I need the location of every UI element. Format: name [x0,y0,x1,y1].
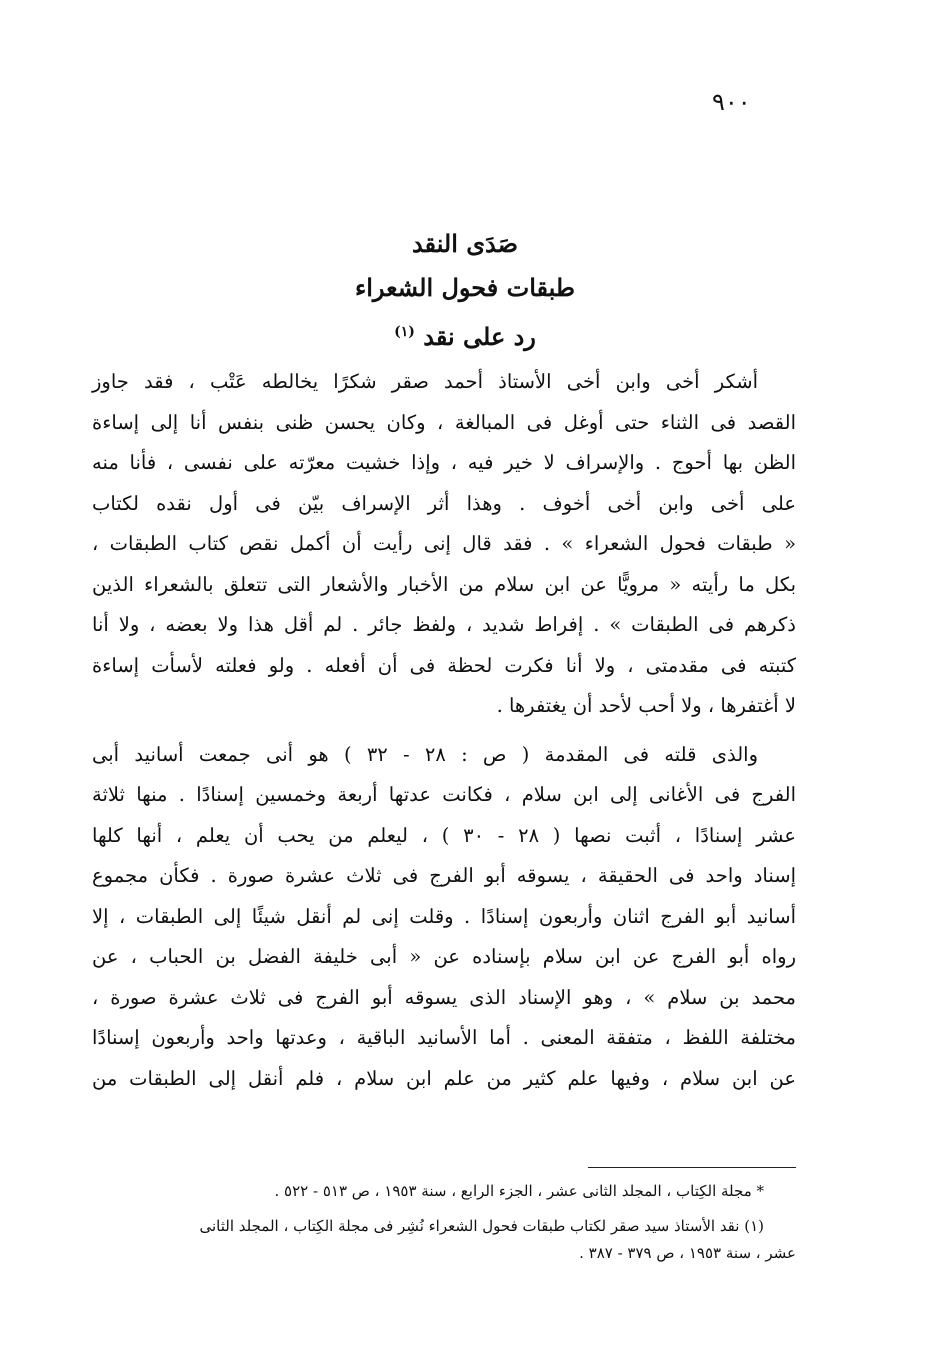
text-line: على أخى وابن أخى أخوف . وهذا أثر الإسراف بيّن فى أول نقده لكتاب [92,491,796,515]
text-line: بكل ما رأيته « مرويًّا عن ابن سلام من الأخبار والأشعار التى تتعلق بالشعراء الذين [92,572,796,596]
text-line: الفرج فى الأغانى إلى ابن سلام ، فكانت عدتها أربعة وخمسين إسنادًا . منها ثلاثة [92,783,796,806]
section-heading: صَدَى النقد [411,229,519,258]
paragraph-1 [92,362,796,727]
footnote-star: * مجلة الكِتاب ، المجلد الثانى عشر ، الجزء الرابع ، سنة ١٩٥٣ ، ص ٥١٣ - ٥٢٢ . [274,1182,764,1200]
page-number: ٩٠٠ [712,88,751,116]
subtitle-text: رد على نقد [423,322,536,351]
text-line: عشر إسنادًا ، أثبت نصها ( ٢٨ - ٣٠ ) ، ليعلم من يحب أن يعلم ، أنها كلها [92,823,796,847]
footnote-ref-1: (١) [394,324,415,340]
article-subtitle [0,310,930,359]
text-line: محمد بن سلام » ، وهو الإسناد الذى يسوقه أبو الفرج فى ثلاث عشرة صورة ، [92,985,796,1009]
article-body [92,362,796,1099]
footnote-divider [588,1167,796,1168]
text-line: كتبته فى مقدمتى ، ولا أنا فكرت لحظة فى أن أفعله . ولو فعلته لأسأت إساءة [92,653,796,677]
footnote-1: (١) نقد الأستاذ سيد صقر لكتاب طبقات فحول الشعراء نُشِر فى مجلة الكِتاب ، المجلد الثانى [199,1217,764,1235]
text-line: عن ابن سلام ، وفيها علم كثير من علم ابن سلام ، فلم أنقل إلى الطبقات من [92,1066,796,1090]
text-line: الظن بها أحوج . والإسراف لا خير فيه ، وإذا خشيت معرّته على نفسى ، فأنا منه [92,451,796,474]
footnotes [92,1178,796,1267]
text-line: رواه أبو الفرج عن ابن سلام بإسناده عن « أبى خليفة الفضل بن الحباب ، عن [92,945,796,968]
text-line: لا أغتفرها ، ولا أحب لأحد أن يغتفرها . [496,694,796,717]
paragraph-2 [92,735,796,1100]
article-headings [0,222,930,359]
text-line: « طبقات فحول الشعراء » . فقد قال إنى رأيت أن أكمل نقص كتاب الطبقات ، [92,532,796,555]
text-line: القصد فى الثناء حتى أوغل فى المبالغة ، وكان يحسن ظنى بنفس أنا إلى إساءة [92,410,796,434]
text-line: أسانيد أبو الفرج اثنان وأربعون إسنادًا . وقلت إنى لم أنقل شيئًا إلى الطبقات ، إلا [92,904,796,928]
text-line: أشكر أخى وابن أخى الأستاذ أحمد صقر شكرًا يخالطه عَتْب ، فقد جاوز [92,370,758,393]
footnote-1-continuation: عشر ، سنة ١٩٥٣ ، ص ٣٧٩ - ٣٨٧ . [579,1244,796,1262]
text-line: إسناد واحد فى الحقيقة ، يسوقه أبو الفرج فى ثلاث عشرة صورة . فكأن مجموع [92,864,796,887]
text-line: والذى قلته فى المقدمة ( ص : ٢٨ - ٣٢ ) هو أنى جمعت أسانيد أبى [92,742,758,766]
text-line: ذكرهم فى الطبقات » . إفراط شديد ، ولفظ جائر . لم أقل هذا ولا بعضه ، ولا أنا [92,613,796,636]
article-title: طبقات فحول الشعراء [354,273,576,302]
text-line: مختلفة اللفظ ، متفقة المعنى . أما الأسانيد الباقية ، وعدتها واحد وأربعون إسنادًا [92,1026,796,1049]
